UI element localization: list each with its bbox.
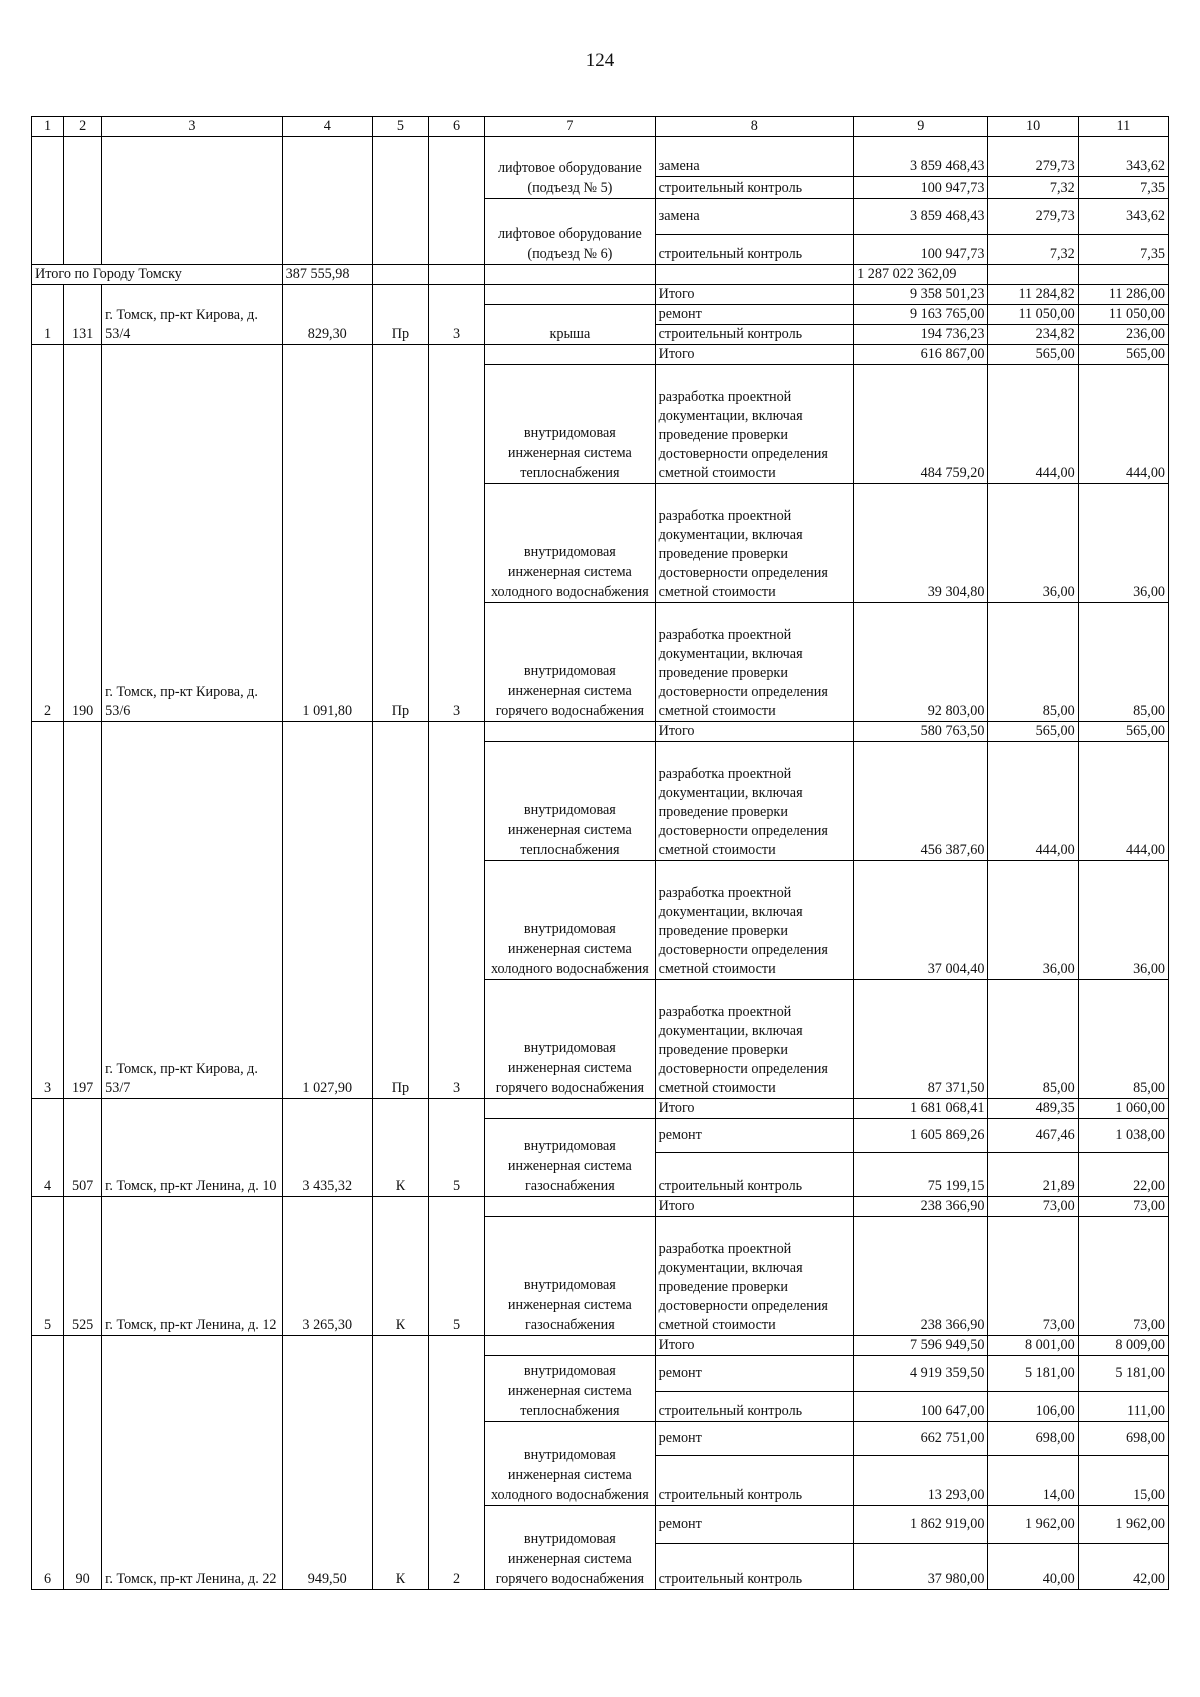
value-cell: 565,00 — [1078, 345, 1168, 365]
work-type-cell: лифтовое оборудование (подъезд № 5) — [485, 137, 655, 199]
value-cell: 279,73 — [988, 199, 1078, 235]
table-row — [32, 285, 1169, 305]
value-cell: 85,00 — [1078, 603, 1168, 722]
cost-type-cell: строительный контроль — [655, 1544, 854, 1590]
table-row — [32, 1099, 1169, 1119]
value-cell: 467,46 — [988, 1119, 1078, 1153]
value-cell: 616 867,00 — [854, 345, 988, 365]
cost-type-cell: замена — [655, 199, 854, 235]
method: Пр — [372, 285, 428, 345]
cost-type-cell: разработка проектной документации, включая проведение проверки достоверности определения сметной стоимости — [655, 365, 854, 484]
cost-type-cell: Итого — [655, 345, 854, 365]
value-cell: 565,00 — [988, 722, 1078, 742]
value-cell: 698,00 — [1078, 1422, 1168, 1456]
work-type-cell: внутридомовая инженерная система теплоснабжения — [485, 1356, 655, 1422]
house-id: 197 — [64, 722, 102, 1099]
row-number: 2 — [32, 345, 64, 722]
city-total-row — [32, 265, 1169, 285]
address: г. Томск, пр-кт Ленина, д. 10 — [102, 1099, 282, 1197]
row-number: 4 — [32, 1099, 64, 1197]
value-cell: 87 371,50 — [854, 980, 988, 1099]
value-cell: 73,00 — [988, 1217, 1078, 1336]
col-header: 1 — [32, 117, 64, 137]
value-cell: 36,00 — [988, 484, 1078, 603]
work-type-cell: крыша — [485, 305, 655, 345]
house-id: 190 — [64, 345, 102, 722]
cost-type-cell: разработка проектной документации, включая проведение проверки достоверности определения сметной стоимости — [655, 861, 854, 980]
table-row — [32, 1197, 1169, 1217]
cost-type-cell: замена — [655, 137, 854, 177]
value-cell: 11 284,82 — [988, 285, 1078, 305]
col-header: 2 — [64, 117, 102, 137]
value-cell: 73,00 — [1078, 1217, 1168, 1336]
table-row — [32, 722, 1169, 742]
work-type-cell: лифтовое оборудование (подъезд № 6) — [485, 199, 655, 265]
value-cell: 1 962,00 — [988, 1506, 1078, 1544]
row-number: 6 — [32, 1336, 64, 1590]
area: 3 265,30 — [282, 1197, 372, 1336]
value-cell: 1 605 869,26 — [854, 1119, 988, 1153]
value-cell: 13 293,00 — [854, 1456, 988, 1506]
value-cell: 11 050,00 — [988, 305, 1078, 325]
house-id: 90 — [64, 1336, 102, 1590]
cost-type-cell: строительный контроль — [655, 235, 854, 265]
value-cell: 36,00 — [988, 861, 1078, 980]
method: К — [372, 1099, 428, 1197]
area: 1 027,90 — [282, 722, 372, 1099]
work-type-cell: внутридомовая инженерная система холодного водоснабжения — [485, 861, 655, 980]
value-cell: 22,00 — [1078, 1153, 1168, 1197]
value-cell: 5 181,00 — [988, 1356, 1078, 1392]
address: г. Томск, пр-кт Ленина, д. 12 — [102, 1197, 282, 1336]
value-cell: 234,82 — [988, 325, 1078, 345]
value-cell: 3 859 468,43 — [854, 137, 988, 177]
value-cell: 580 763,50 — [854, 722, 988, 742]
value-cell: 1 862 919,00 — [854, 1506, 988, 1544]
area: 1 091,80 — [282, 345, 372, 722]
value-cell: 40,00 — [988, 1544, 1078, 1590]
value-cell: 565,00 — [988, 345, 1078, 365]
repair-schedule-table — [31, 116, 1169, 1590]
value-cell: 15,00 — [1078, 1456, 1168, 1506]
value-cell: 5 181,00 — [1078, 1356, 1168, 1392]
cost-type-cell: ремонт — [655, 1356, 854, 1392]
cost-type-cell: Итого — [655, 285, 854, 305]
value-cell: 73,00 — [1078, 1197, 1168, 1217]
col-header: 9 — [854, 117, 988, 137]
value-cell: 343,62 — [1078, 199, 1168, 235]
value-cell: 1 038,00 — [1078, 1119, 1168, 1153]
method: К — [372, 1336, 428, 1590]
value-cell: 7,35 — [1078, 177, 1168, 199]
value-cell: 39 304,80 — [854, 484, 988, 603]
value-cell: 7,32 — [988, 177, 1078, 199]
value-cell: 11 050,00 — [1078, 305, 1168, 325]
cost-type-cell: разработка проектной документации, включая проведение проверки достоверности определения сметной стоимости — [655, 484, 854, 603]
house-id: 507 — [64, 1099, 102, 1197]
page-number: 124 — [585, 50, 615, 71]
value-cell: 1 060,00 — [1078, 1099, 1168, 1119]
address: г. Томск, пр-кт Кирова, д. 53/6 — [102, 345, 282, 722]
cost-type-cell: ремонт — [655, 1119, 854, 1153]
table-row — [32, 137, 1169, 177]
method: Пр — [372, 345, 428, 722]
value-cell: 698,00 — [988, 1422, 1078, 1456]
cost-type-cell: разработка проектной документации, включая проведение проверки достоверности определения сметной стоимости — [655, 1217, 854, 1336]
method: Пр — [372, 722, 428, 1099]
work-type-cell: внутридомовая инженерная система газоснабжения — [485, 1217, 655, 1336]
value-cell: 444,00 — [1078, 742, 1168, 861]
value-cell: 444,00 — [1078, 365, 1168, 484]
cost-type-cell: ремонт — [655, 305, 854, 325]
value-cell: 444,00 — [988, 742, 1078, 861]
cost-type-cell: строительный контроль — [655, 1153, 854, 1197]
cost-type-cell: Итого — [655, 722, 854, 742]
value-cell: 9 358 501,23 — [854, 285, 988, 305]
value-cell: 85,00 — [1078, 980, 1168, 1099]
city-total-sum: 1 287 022 362,09 — [854, 265, 988, 285]
work-type-cell: внутридомовая инженерная система горячего водоснабжения — [485, 1506, 655, 1590]
cost-type-cell: разработка проектной документации, включая проведение проверки достоверности определения сметной стоимости — [655, 980, 854, 1099]
cost-type-cell: строительный контроль — [655, 1392, 854, 1422]
col-header: 11 — [1078, 117, 1168, 137]
cost-type-cell: ремонт — [655, 1506, 854, 1544]
value-cell: 75 199,15 — [854, 1153, 988, 1197]
value-cell: 8 001,00 — [988, 1336, 1078, 1356]
area: 829,30 — [282, 285, 372, 345]
value-cell: 100 647,00 — [854, 1392, 988, 1422]
cost-type-cell: Итого — [655, 1197, 854, 1217]
cost-type-cell: строительный контроль — [655, 177, 854, 199]
city-total-label: Итого по Городу Томску — [32, 265, 283, 285]
value-cell: 1 681 068,41 — [854, 1099, 988, 1119]
work-type-cell: внутридомовая инженерная система горячего водоснабжения — [485, 980, 655, 1099]
area: 949,50 — [282, 1336, 372, 1590]
value-cell: 100 947,73 — [854, 177, 988, 199]
value-cell: 37 004,40 — [854, 861, 988, 980]
value-cell: 42,00 — [1078, 1544, 1168, 1590]
value-cell: 1 962,00 — [1078, 1506, 1168, 1544]
value-cell: 4 919 359,50 — [854, 1356, 988, 1392]
value-cell: 7 596 949,50 — [854, 1336, 988, 1356]
table-row — [32, 1336, 1169, 1356]
count: 2 — [429, 1336, 485, 1590]
value-cell: 238 366,90 — [854, 1217, 988, 1336]
count: 3 — [429, 285, 485, 345]
work-type-cell: внутридомовая инженерная система холодного водоснабжения — [485, 484, 655, 603]
value-cell: 14,00 — [988, 1456, 1078, 1506]
value-cell: 100 947,73 — [854, 235, 988, 265]
value-cell: 37 980,00 — [854, 1544, 988, 1590]
cost-type-cell: строительный контроль — [655, 1456, 854, 1506]
value-cell: 7,35 — [1078, 235, 1168, 265]
value-cell: 85,00 — [988, 603, 1078, 722]
value-cell: 7,32 — [988, 235, 1078, 265]
col-header: 3 — [102, 117, 282, 137]
col-header: 4 — [282, 117, 372, 137]
value-cell: 236,00 — [1078, 325, 1168, 345]
work-type-cell: внутридомовая инженерная система газоснабжения — [485, 1119, 655, 1197]
value-cell: 36,00 — [1078, 861, 1168, 980]
col-header: 8 — [655, 117, 854, 137]
column-number-row — [32, 117, 1169, 137]
value-cell: 8 009,00 — [1078, 1336, 1168, 1356]
value-cell: 484 759,20 — [854, 365, 988, 484]
cost-type-cell: строительный контроль — [655, 325, 854, 345]
value-cell: 36,00 — [1078, 484, 1168, 603]
value-cell: 21,89 — [988, 1153, 1078, 1197]
row-number: 5 — [32, 1197, 64, 1336]
col-header: 10 — [988, 117, 1078, 137]
value-cell: 73,00 — [988, 1197, 1078, 1217]
col-header: 5 — [372, 117, 428, 137]
value-cell: 456 387,60 — [854, 742, 988, 861]
work-type-cell: внутридомовая инженерная система холодного водоснабжения — [485, 1422, 655, 1506]
row-number: 3 — [32, 722, 64, 1099]
address: г. Томск, пр-кт Ленина, д. 22 — [102, 1336, 282, 1590]
value-cell: 85,00 — [988, 980, 1078, 1099]
value-cell: 489,35 — [988, 1099, 1078, 1119]
value-cell: 111,00 — [1078, 1392, 1168, 1422]
row-number: 1 — [32, 285, 64, 345]
value-cell: 194 736,23 — [854, 325, 988, 345]
col-header: 7 — [485, 117, 655, 137]
table-row — [32, 345, 1169, 365]
value-cell: 565,00 — [1078, 722, 1168, 742]
city-total-area: 387 555,98 — [282, 265, 372, 285]
value-cell: 444,00 — [988, 365, 1078, 484]
address: г. Томск, пр-кт Кирова, д. 53/4 — [102, 285, 282, 345]
area: 3 435,32 — [282, 1099, 372, 1197]
col-header: 6 — [429, 117, 485, 137]
address: г. Томск, пр-кт Кирова, д. 53/7 — [102, 722, 282, 1099]
count: 3 — [429, 345, 485, 722]
method: К — [372, 1197, 428, 1336]
work-type-cell: внутридомовая инженерная система теплоснабжения — [485, 742, 655, 861]
cost-type-cell: ремонт — [655, 1422, 854, 1456]
work-type-cell: внутридомовая инженерная система теплоснабжения — [485, 365, 655, 484]
house-id: 131 — [64, 285, 102, 345]
value-cell: 343,62 — [1078, 137, 1168, 177]
value-cell: 11 286,00 — [1078, 285, 1168, 305]
cost-type-cell: Итого — [655, 1099, 854, 1119]
count: 5 — [429, 1197, 485, 1336]
value-cell: 662 751,00 — [854, 1422, 988, 1456]
value-cell: 92 803,00 — [854, 603, 988, 722]
count: 5 — [429, 1099, 485, 1197]
value-cell: 9 163 765,00 — [854, 305, 988, 325]
cost-type-cell: разработка проектной документации, включая проведение проверки достоверности определения сметной стоимости — [655, 603, 854, 722]
value-cell: 106,00 — [988, 1392, 1078, 1422]
value-cell: 279,73 — [988, 137, 1078, 177]
house-id: 525 — [64, 1197, 102, 1336]
value-cell: 3 859 468,43 — [854, 199, 988, 235]
count: 3 — [429, 722, 485, 1099]
work-type-cell: внутридомовая инженерная система горячего водоснабжения — [485, 603, 655, 722]
value-cell: 238 366,90 — [854, 1197, 988, 1217]
cost-type-cell: Итого — [655, 1336, 854, 1356]
cost-type-cell: разработка проектной документации, включая проведение проверки достоверности определения сметной стоимости — [655, 742, 854, 861]
